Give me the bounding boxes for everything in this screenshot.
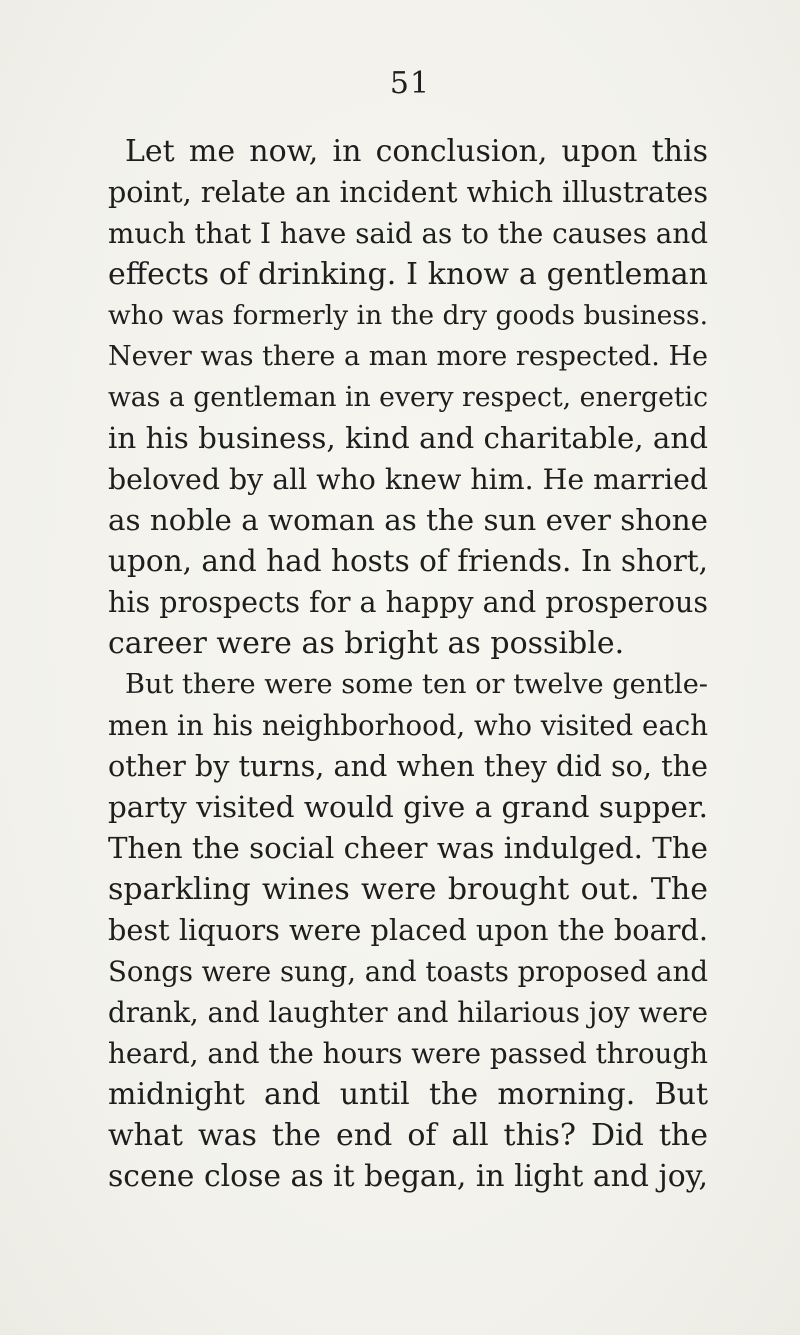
text-line: what was the end of all this? Did the [108,1118,708,1153]
text-line: point, relate an incident which illustrates [108,175,708,209]
text-line: as noble a woman as the sun ever shone [108,503,708,537]
text-line: was a gentleman in every respect, energetic [108,382,708,413]
text-line: heard, and the hours were passed through [108,1037,708,1070]
text-line: Songs were sung, and toasts proposed and [108,955,708,988]
page-number: 51 [389,66,431,101]
text-line: drank, and laughter and hilarious joy were [108,996,708,1029]
text-line: beloved by all who knew him. He married [108,463,708,496]
text-line: party visited would give a grand supper. [108,790,708,824]
text-line: Then the social cheer was indulged. The [108,831,708,865]
body-text [108,131,708,1197]
text-line: But there were some ten or twelve gentle- [125,669,708,700]
text-line: in his business, kind and charitable, and [108,421,708,455]
text-line: upon, and had hosts of friends. In short, [108,544,708,578]
text-line: his prospects for a happy and prosperous [108,586,708,619]
text-line: other by turns, and when they did so, the [108,749,708,783]
text-line: effects of drinking. I know a gentleman [108,257,708,292]
text-line: who was formerly in the dry goods business. [108,300,708,331]
text-line: scene close as it began, in light and joy, [108,1159,708,1194]
text-line: Let me now, in conclusion, upon this [125,134,708,169]
text-line: sparkling wines were brought out. The [108,872,708,907]
text-line: men in his neighborhood, who visited each [108,709,708,742]
text-line: career were as bright as possible. [108,626,625,661]
text-line: best liquors were placed upon the board. [108,913,708,947]
text-line: midnight and until the morning. But [108,1077,708,1112]
text-line: much that I have said as to the causes and [108,217,708,250]
text-line: Never was there a man more respected. He [108,341,708,372]
